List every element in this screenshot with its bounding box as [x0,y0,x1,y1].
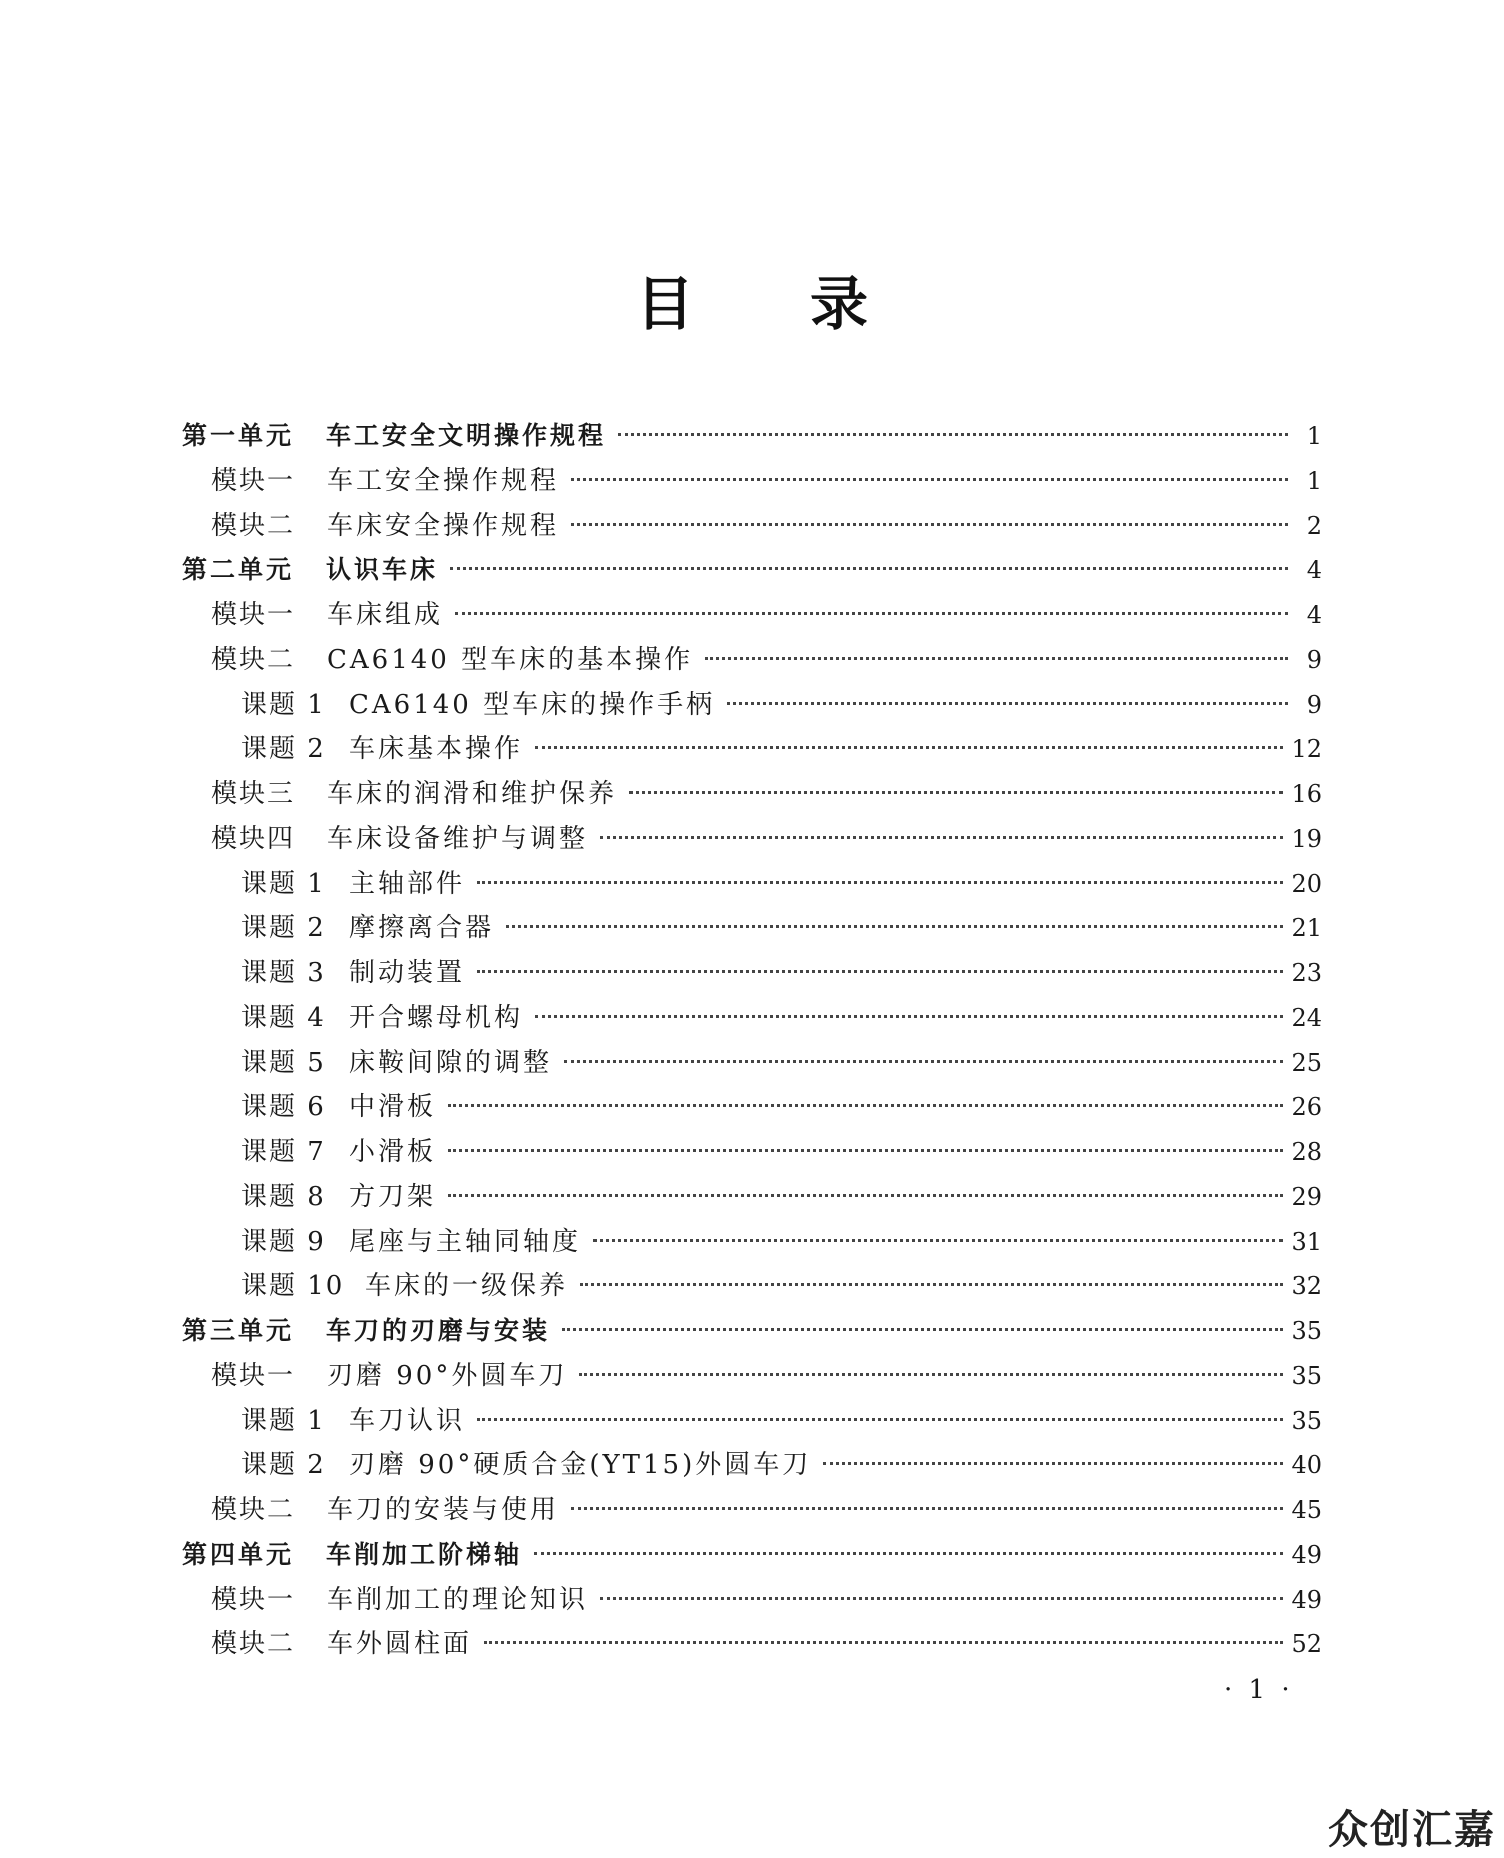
watermark-logo: 众创汇嘉 [1328,1807,1496,1853]
toc-dot-leader [823,1462,1283,1465]
toc-entry-title: 车工安全操作规程 [327,465,560,496]
toc-entry-title: 车刀的刃磨与安装 [326,1316,551,1345]
toc-entry-label: 课题 4 [241,1002,326,1033]
toc-entry-label: 课题 1 [241,689,326,720]
toc-entry-topic[interactable] [182,1085,1322,1130]
toc-dot-leader [448,1194,1283,1197]
toc-dot-leader [629,791,1283,794]
toc-entry-page: 9 [1306,690,1322,719]
toc-entry-label: 课题 5 [241,1047,326,1078]
toc-entry-title: 车工安全文明操作规程 [326,421,607,450]
toc-entry-label: 课题 2 [241,734,326,765]
toc-entry-title: 车外圆柱面 [327,1629,473,1660]
toc-entry-title: 车床组成 [327,600,444,630]
toc-entry-label: 课题 8 [241,1181,326,1212]
toc-dot-leader [448,1149,1283,1152]
toc-dot-leader [455,612,1288,615]
toc-entry-page: 16 [1291,780,1322,808]
toc-entry-page: 32 [1291,1272,1322,1301]
toc-entry-title: 车削加工阶梯轴 [326,1539,523,1569]
page-number: · 1 · [1224,1675,1294,1705]
toc-entry-label: 模块四 [211,823,296,854]
toc-entry-page: 35 [1291,1317,1322,1345]
toc-dot-leader [448,1104,1283,1107]
toc-entry-title: 刃磨 90°硬质合金(YT15)外圆车刀 [349,1450,812,1481]
toc-entry-title: 开合螺母机构 [349,1002,524,1033]
toc-entry-label: 第四单元 [182,1539,295,1569]
toc-dot-leader [564,1060,1283,1063]
toc-entry-topic[interactable] [182,1175,1322,1220]
toc-entry-unit[interactable] [182,1309,1322,1354]
toc-dot-leader [535,1015,1283,1018]
toc-dot-leader [571,523,1288,526]
toc-entry-title: 床鞍间隙的调整 [349,1047,553,1078]
toc-entry-page: 2 [1306,511,1322,540]
toc-entry-title: 刃磨 90°外圆车刀 [327,1360,568,1391]
toc-entry-module[interactable] [182,638,1322,683]
toc-dot-leader [477,881,1283,884]
toc-dot-leader [562,1328,1283,1331]
toc-entry-module[interactable] [182,504,1322,549]
toc-entry-page: 25 [1291,1048,1322,1077]
toc-entry-topic[interactable] [182,1399,1322,1444]
toc-entry-page: 20 [1291,869,1322,898]
toc-entry-label: 模块二 [211,644,296,675]
toc-dot-leader [618,433,1288,436]
toc-entry-page: 1 [1306,466,1322,495]
toc-entry-label: 模块二 [211,1495,296,1525]
toc-entry-title: 车床的一级保养 [365,1271,569,1302]
toc-entry-title: 中滑板 [349,1092,437,1123]
toc-entry-label: 模块二 [211,1629,296,1660]
toc-entry-page: 12 [1291,735,1322,764]
toc-entry-module[interactable] [182,1488,1322,1533]
toc-entry-topic[interactable] [182,1130,1322,1175]
toc-entry-page: 24 [1291,1003,1322,1032]
toc-dot-leader [506,925,1283,928]
toc-dot-leader [477,1418,1283,1421]
toc-entry-module[interactable] [182,1622,1322,1667]
toc-entry-page: 21 [1291,914,1322,943]
toc-entry-page: 9 [1306,645,1322,674]
toc-entry-title: 车床设备维护与调整 [327,823,589,854]
toc-entry-topic[interactable] [182,1220,1322,1265]
toc-entry-module[interactable] [182,1578,1322,1623]
toc-entry-label: 课题 2 [241,1450,326,1481]
toc-entry-page: 35 [1291,1361,1322,1390]
toc-entry-unit[interactable] [182,548,1322,593]
toc-entry-title: CA6140 型车床的操作手柄 [349,689,716,720]
toc-entry-page: 52 [1291,1630,1322,1659]
toc-entry-title: 小滑板 [349,1137,437,1167]
toc-entry-label: 模块一 [211,465,296,496]
toc-entry-label: 课题 3 [241,958,326,988]
page-title [0,268,1504,340]
toc-entry-page: 49 [1291,1585,1322,1614]
toc-dot-leader [534,1552,1283,1555]
toc-entry-title: 车床基本操作 [349,734,524,765]
toc-dot-leader [580,1283,1283,1286]
toc-entry-page: 35 [1291,1406,1322,1435]
toc-entry-title: 车床安全操作规程 [327,510,560,541]
toc-entry-page: 4 [1306,556,1322,585]
toc-entry-topic[interactable] [182,996,1322,1041]
toc-entry-title: CA6140 型车床的基本操作 [327,644,694,675]
toc-entry-unit[interactable] [182,414,1322,459]
toc-entry-label: 课题 6 [241,1092,326,1123]
toc-dot-leader [705,657,1288,660]
toc-entry-label: 模块一 [211,1584,296,1615]
toc-entry-label: 课题 10 [241,1271,345,1302]
table-of-contents [182,414,1322,1667]
toc-dot-leader [477,970,1283,973]
toc-entry-label: 课题 1 [241,1405,326,1436]
toc-entry-page: 45 [1291,1496,1322,1524]
toc-entry-title: 尾座与主轴同轴度 [349,1226,582,1257]
toc-dot-leader [593,1239,1283,1242]
toc-entry-module[interactable] [182,1354,1322,1399]
toc-entry-label: 第二单元 [182,555,295,585]
toc-entry-title: 方刀架 [349,1181,437,1212]
toc-entry-topic[interactable] [182,1443,1322,1488]
toc-entry-page: 26 [1291,1093,1322,1122]
toc-entry-page: 31 [1291,1227,1322,1256]
toc-entry-title: 车床的润滑和维护保养 [327,779,618,809]
page-title-left: 目 [635,270,694,338]
toc-entry-page: 1 [1306,422,1322,450]
toc-entry-page: 19 [1291,824,1322,853]
toc-entry-label: 第一单元 [182,421,295,450]
toc-entry-title: 车刀的安装与使用 [327,1495,560,1525]
toc-entry-page: 28 [1291,1138,1322,1166]
toc-entry-module[interactable] [182,459,1322,504]
toc-dot-leader [571,1507,1283,1510]
toc-entry-module[interactable] [182,817,1322,862]
toc-entry-topic[interactable] [182,951,1322,996]
toc-entry-title: 车刀认识 [349,1405,466,1436]
toc-entry-label: 课题 9 [241,1226,326,1257]
toc-entry-topic[interactable] [182,906,1322,951]
toc-entry-topic[interactable] [182,1041,1322,1086]
toc-dot-leader [579,1373,1283,1376]
toc-entry-label: 课题 1 [241,868,326,899]
toc-entry-label: 模块三 [211,779,296,809]
toc-entry-page: 49 [1291,1540,1322,1569]
toc-entry-label: 课题 7 [241,1137,326,1167]
toc-entry-title: 车削加工的理论知识 [327,1584,589,1615]
toc-entry-page: 4 [1306,601,1322,629]
toc-entry-page: 29 [1291,1182,1322,1211]
toc-dot-leader [535,746,1283,749]
toc-entry-module[interactable] [182,593,1322,638]
toc-entry-label: 模块一 [211,600,296,630]
toc-dot-leader [571,478,1288,481]
toc-entry-unit[interactable] [182,1533,1322,1578]
toc-entry-page: 40 [1291,1451,1322,1480]
toc-entry-module[interactable] [182,772,1322,817]
toc-entry-title: 制动装置 [349,958,466,988]
toc-entry-label: 模块一 [211,1360,296,1391]
toc-dot-leader [450,567,1288,570]
toc-dot-leader [484,1641,1283,1644]
toc-dot-leader [600,836,1283,839]
toc-entry-label: 课题 2 [241,913,326,944]
toc-entry-title: 主轴部件 [349,868,466,899]
toc-entry-topic[interactable] [182,683,1322,728]
toc-entry-topic[interactable] [182,1264,1322,1309]
toc-dot-leader [600,1597,1283,1600]
toc-entry-topic[interactable] [182,862,1322,907]
page-title-right: 录 [810,270,869,338]
toc-entry-label: 第三单元 [182,1316,295,1345]
toc-dot-leader [727,702,1288,705]
toc-entry-title: 认识车床 [326,555,439,585]
toc-entry-title: 摩擦离合器 [349,913,495,944]
toc-entry-label: 模块二 [211,510,296,541]
toc-entry-topic[interactable] [182,727,1322,772]
toc-entry-page: 23 [1291,959,1322,987]
